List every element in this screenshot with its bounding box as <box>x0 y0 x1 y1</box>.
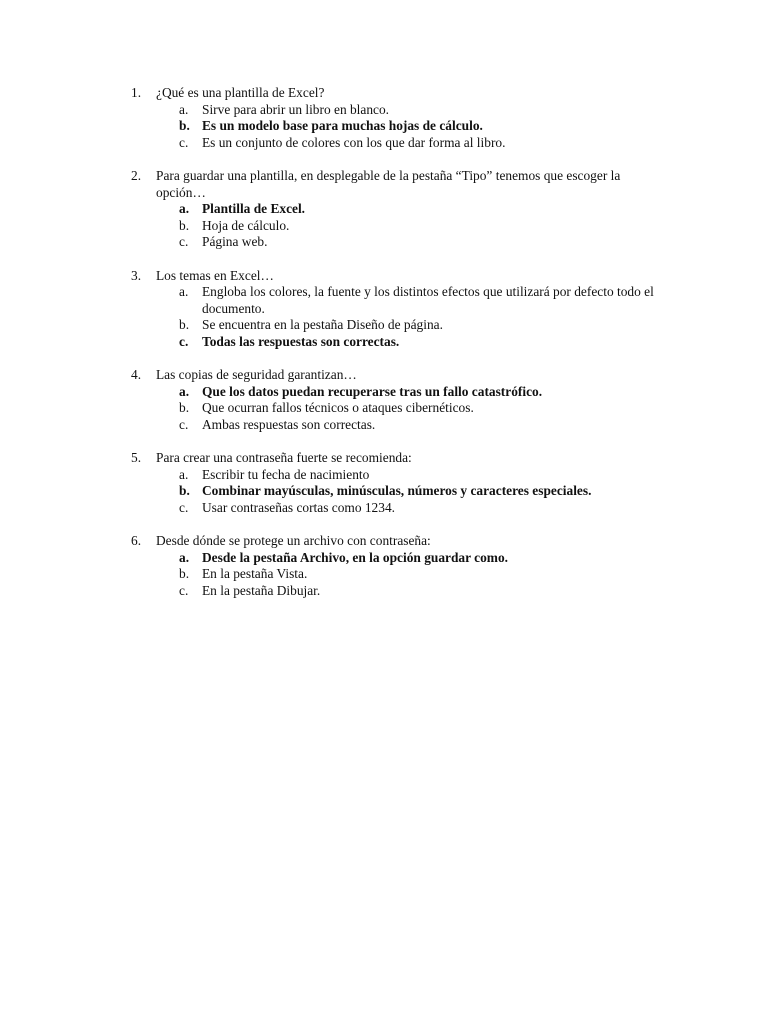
question-text: ¿Qué es una plantilla de Excel? <box>156 85 325 100</box>
option-letter: c. <box>179 582 189 598</box>
answer-option-c <box>131 417 661 434</box>
question-1 <box>131 85 661 151</box>
answer-option-a <box>131 201 661 218</box>
question-line <box>131 450 661 467</box>
option-text: Desde la pestaña Archivo, en la opción guardar como. <box>202 549 509 565</box>
option-letter: b. <box>179 483 190 499</box>
question-text: Para crear una contraseña fuerte se recomienda: <box>156 450 412 466</box>
option-text: Que los datos puedan recuperarse tras un fallo catastrófico. <box>202 383 543 399</box>
question-line <box>131 85 661 102</box>
option-letter: b. <box>179 566 190 582</box>
option-letter: a. <box>179 466 189 482</box>
question-list <box>131 85 661 616</box>
question-2 <box>131 168 661 251</box>
answer-options <box>131 550 661 600</box>
option-letter: a. <box>179 383 190 399</box>
question-6 <box>131 533 661 599</box>
option-text: Que ocurran fallos técnicos o ataques cibernéticos. <box>202 400 474 416</box>
option-text: Engloba los colores, la fuente y los distintos efectos que utilizará por defecto todo el documento. <box>202 284 654 316</box>
option-letter: a. <box>179 201 190 217</box>
option-text: Es un conjunto de colores con los que dar forma al libro. <box>202 134 506 150</box>
option-text: En la pestaña Dibujar. <box>202 582 321 598</box>
answer-option-a <box>131 102 661 119</box>
option-text: En la pestaña Vista. <box>202 566 308 582</box>
question-5 <box>131 450 661 516</box>
question-text: Los temas en Excel… <box>156 267 274 283</box>
option-letter: c. <box>179 416 189 432</box>
option-text: Combinar mayúsculas, minúsculas, números y caracteres especiales. <box>202 483 592 499</box>
option-text: Sirve para abrir un libro en blanco. <box>202 101 390 117</box>
question-number: 5. <box>131 450 142 466</box>
answer-options <box>131 201 661 251</box>
option-letter: c. <box>179 333 189 349</box>
answer-option-c <box>131 500 661 517</box>
question-number: 4. <box>131 367 142 383</box>
answer-options <box>131 102 661 152</box>
option-text: Plantilla de Excel. <box>202 201 306 217</box>
question-number: 3. <box>131 267 142 283</box>
option-text: Todas las respuestas son correctas. <box>202 333 400 349</box>
answer-option-b <box>131 400 661 417</box>
question-3 <box>131 268 661 351</box>
answer-option-b <box>131 317 661 334</box>
question-number: 1. <box>131 85 142 100</box>
answer-option-c <box>131 334 661 351</box>
option-text: Escribir tu fecha de nacimiento <box>202 466 370 482</box>
question-line <box>131 533 661 550</box>
answer-option-a <box>131 550 661 567</box>
option-letter: c. <box>179 499 189 515</box>
question-number: 2. <box>131 167 142 183</box>
answer-option-a <box>131 467 661 484</box>
answer-option-b <box>131 218 661 235</box>
answer-options <box>131 384 661 434</box>
answer-option-c <box>131 135 661 152</box>
question-line <box>131 268 661 285</box>
question-text: Desde dónde se protege un archivo con contraseña: <box>156 533 431 549</box>
option-letter: b. <box>179 400 190 416</box>
option-letter: a. <box>179 549 190 565</box>
answer-option-a <box>131 284 661 317</box>
option-text: Ambas respuestas son correctas. <box>202 416 376 432</box>
answer-options <box>131 284 661 350</box>
question-4 <box>131 367 661 433</box>
answer-option-c <box>131 583 661 600</box>
option-letter: b. <box>179 317 190 333</box>
option-text: Es un modelo base para muchas hojas de cálculo. <box>202 118 483 134</box>
option-letter: c. <box>179 234 189 250</box>
question-text: Para guardar una plantilla, en desplegable de la pestaña “Tipo” tenemos que escoger la opción… <box>156 167 621 200</box>
option-letter: c. <box>179 134 189 150</box>
question-text: Las copias de seguridad garantizan… <box>156 367 357 383</box>
answer-options <box>131 467 661 517</box>
option-text: Usar contraseñas cortas como 1234. <box>202 499 395 515</box>
option-letter: a. <box>179 101 189 117</box>
question-line <box>131 367 661 384</box>
question-number: 6. <box>131 533 142 549</box>
answer-option-b <box>131 483 661 500</box>
option-text: Hoja de cálculo. <box>202 217 290 233</box>
option-text: Página web. <box>202 234 268 250</box>
answer-option-b <box>131 118 661 135</box>
option-text: Se encuentra en la pestaña Diseño de página. <box>202 317 443 333</box>
question-line <box>131 168 661 201</box>
option-letter: a. <box>179 284 189 300</box>
answer-option-a <box>131 384 661 401</box>
option-letter: b. <box>179 217 190 233</box>
option-letter: b. <box>179 118 190 134</box>
answer-option-b <box>131 566 661 583</box>
answer-option-c <box>131 234 661 251</box>
